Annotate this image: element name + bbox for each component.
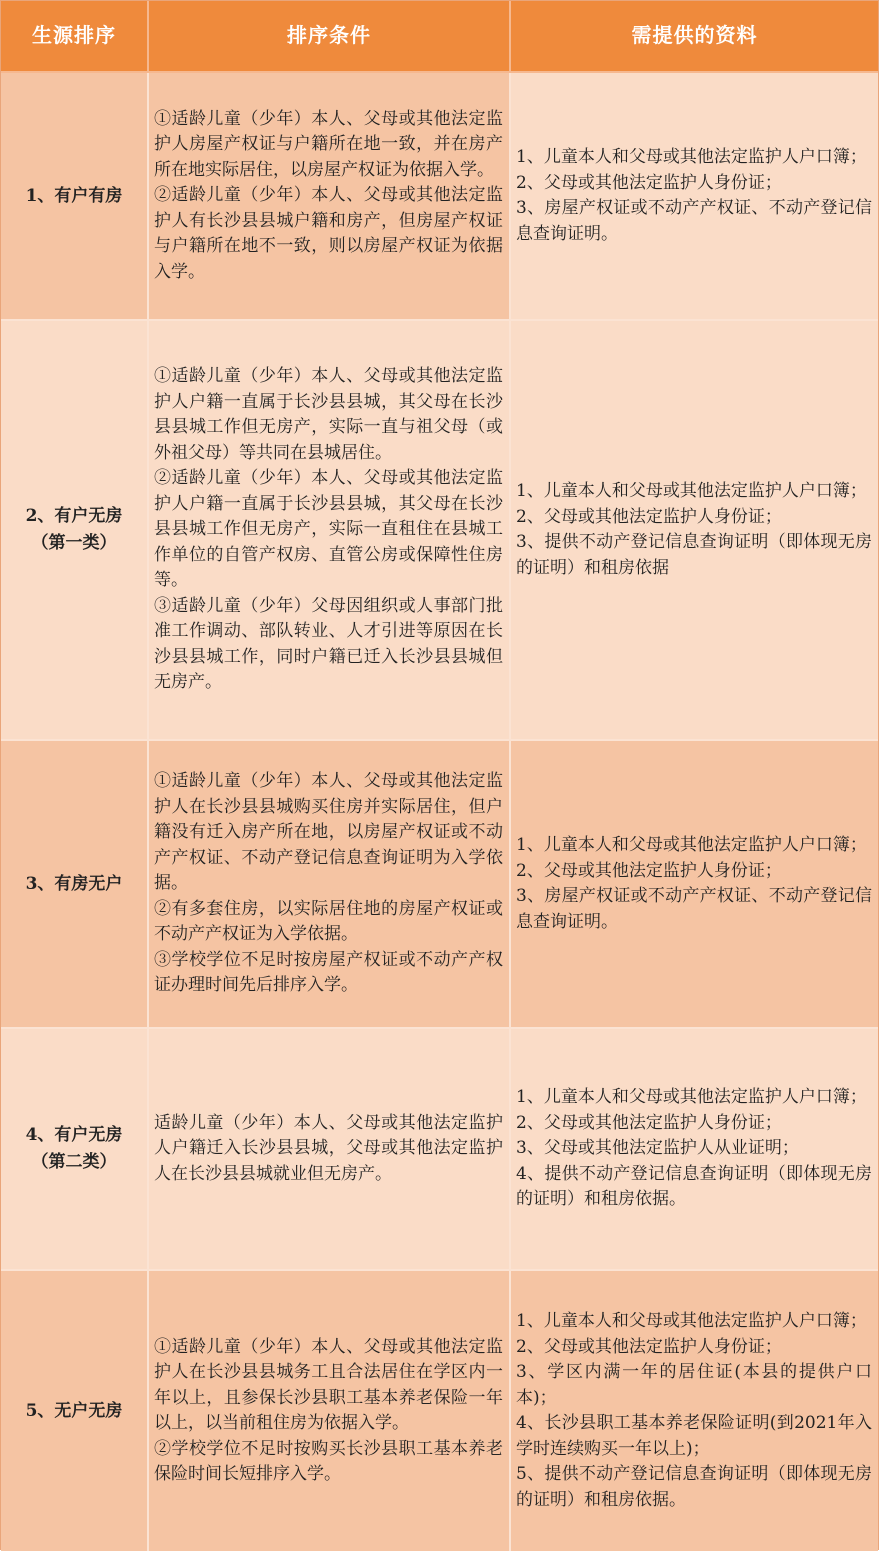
row-1-category-line-1: 1、有户有房 (25, 185, 123, 206)
row-4-document-4: 4、提供不动产登记信息查询证明（即体现无房的证明）和租房依据。 (516, 1163, 872, 1210)
row-4-category-line-2: （第二类） (31, 1152, 117, 1172)
row-1-category (1, 73, 149, 321)
header-enrollment-order: 生源排序 (1, 1, 149, 73)
row-2-documents (511, 321, 878, 741)
row-2-category-line-1: 2、有户无房 (25, 506, 123, 526)
row-4-documents (511, 1029, 878, 1271)
row-1-document-3: 3、房屋产权证或不动产产权证、不动产登记信息查询证明。 (516, 198, 872, 244)
row-1-document-1: 1、儿童本人和父母或其他法定监护人户口簿； (516, 147, 867, 167)
row-2-document-2: 2、父母或其他法定监护人身份证； (516, 506, 782, 527)
row-4-condition-1: 适龄儿童（少年）本人、父母或其他法定监护人户籍迁入长沙县县城，父母或其他法定监护人在长沙县县城就业但无房产。 (154, 1112, 503, 1184)
row-3-category-line-1: 3、有房无户 (25, 873, 123, 894)
row-5-category-line-1: 5、无户无房 (25, 1400, 123, 1421)
row-2-category (1, 321, 149, 741)
row-5-document-3: 3、学区内满一年的居住证(本县的提供户口本)； (516, 1362, 872, 1408)
row-3-category (1, 741, 149, 1029)
row-4-category (1, 1029, 149, 1271)
row-1-condition-1: ①适龄儿童（少年）本人、父母或其他法定监护人房屋产权证与户籍所在地一致，并在房产所在地实际居住，以房屋产权证为依据入学。 (154, 108, 503, 180)
row-2-condition-3: ③适龄儿童（少年）父母因组织或人事部门批准工作调动、部队转业、人才引进等原因在长沙县县城工作，同时户籍已迁入长沙县县城但无房产。 (154, 595, 503, 693)
row-2-document-3: 3、提供不动产登记信息查询证明（即体现无房的证明）和租房依据 (516, 532, 872, 578)
row-5-category (1, 1271, 149, 1551)
header-required-documents: 需提供的资料 (511, 1, 878, 73)
row-3-document-2: 2、父母或其他法定监护人身份证； (516, 860, 782, 881)
row-4-document-1: 1、儿童本人和父母或其他法定监护人户口簿； (516, 1087, 867, 1108)
row-5-document-5: 5、提供不动产登记信息查询证明（即体现无房的证明）和租房依据。 (516, 1464, 872, 1510)
row-1-documents (511, 73, 878, 321)
header-sort-conditions: 排序条件 (149, 1, 511, 73)
row-2-category-line-2: （第一类） (31, 533, 117, 553)
row-3-conditions (149, 741, 511, 1029)
row-5-document-1: 1、儿童本人和父母或其他法定监护人户口簿； (516, 1311, 867, 1331)
row-3-document-3: 3、房屋产权证或不动产产权证、不动产登记信息查询证明。 (516, 886, 872, 932)
row-4-category-line-1: 4、有户无房 (25, 1125, 123, 1145)
row-1-document-2: 2、父母或其他法定监护人身份证； (516, 172, 782, 193)
row-4-document-3: 3、父母或其他法定监护人从业证明； (516, 1138, 799, 1159)
row-1-condition-2: ②适龄儿童（少年）本人、父母或其他法定监护人有长沙县县城户籍和房产，但房屋产权证与户籍所在地不一致，则以房屋产权证为依据入学。 (154, 185, 503, 282)
row-5-document-2: 2、父母或其他法定监护人身份证； (516, 1336, 782, 1357)
row-3-documents (511, 741, 878, 1029)
row-3-document-1: 1、儿童本人和父母或其他法定监护人户口簿； (516, 835, 867, 855)
row-5-documents (511, 1271, 878, 1551)
row-3-condition-2: ②有多套住房，以实际居住地的房屋产权证或不动产产权证为入学依据。 (154, 898, 503, 945)
row-2-conditions (149, 321, 511, 741)
row-4-document-2: 2、父母或其他法定监护人身份证； (516, 1112, 782, 1133)
row-1-conditions (149, 73, 511, 321)
row-2-condition-2: ②适龄儿童（少年）本人、父母或其他法定监护人户籍一直属于长沙县县城，其父母在长沙县县城工作但无房产，实际一直租住在县城工作单位的自管产权房、直管公房或保障性住房等。 (154, 468, 503, 591)
row-5-condition-1: ①适龄儿童（少年）本人、父母或其他法定监护人在长沙县县城务工且合法居住在学区内一年以上，且参保长沙县职工基本养老保险一年以上，以当前租住房为依据入学。 (154, 1336, 503, 1433)
row-2-condition-1: ①适龄儿童（少年）本人、父母或其他法定监护人户籍一直属于长沙县县城，其父母在长沙县县城工作但无房产，实际一直与祖父母（或外祖父母）等共同在县城居住。 (154, 366, 503, 463)
row-3-condition-1: ①适龄儿童（少年）本人、父母或其他法定监护人在长沙县县城购买住房并实际居住，但户籍没有迁入房产所在地，以房屋产权证或不动产产权证、不动产登记信息查询证明为入学依据。 (154, 771, 503, 894)
row-3-condition-3: ③学校学位不足时按房屋产权证或不动产产权证办理时间先后排序入学。 (154, 949, 503, 996)
row-4-conditions (149, 1029, 511, 1271)
row-5-condition-2: ②学校学位不足时按购买长沙县职工基本养老保险时间长短排序入学。 (154, 1438, 503, 1484)
row-5-conditions (149, 1271, 511, 1551)
row-2-document-1: 1、儿童本人和父母或其他法定监护人户口簿； (516, 481, 867, 501)
row-5-document-4: 4、长沙县职工基本养老保险证明(到2021年入学时连续购买一年以上)； (516, 1413, 872, 1459)
